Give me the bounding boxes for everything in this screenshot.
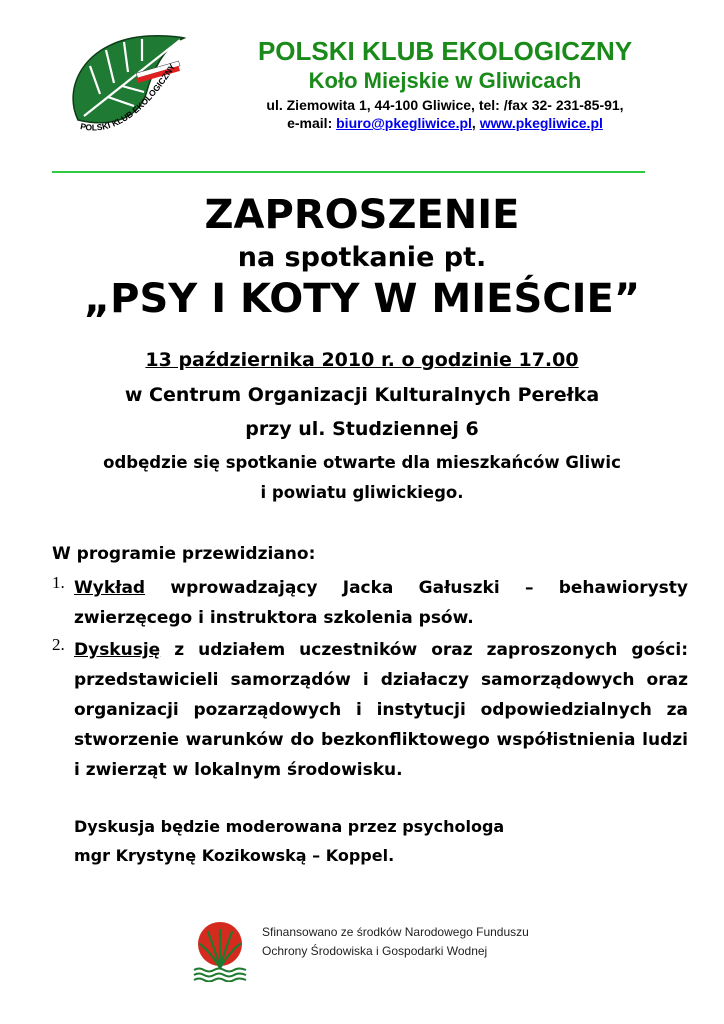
program-heading: W programie przewidziano: — [52, 544, 316, 564]
funding-line: Sfinansowano ze środków Narodowego Funduszu — [262, 925, 529, 939]
program-line: organizacji pozarządowych i instytucji odpowiedzialnych za — [74, 700, 688, 720]
email-prefix: e-mail: — [287, 115, 337, 131]
event-description-line: odbędzie się spotkanie otwarte dla mieszkańców Gliwic — [103, 453, 621, 472]
org-name: POLSKI KLUB EKOLOGICZNY — [257, 36, 633, 66]
logo-text: POLSKI KLUB EKOLOGICZNY — [79, 61, 178, 133]
event-venue: w Centrum Organizacji Kulturalnych Perełka — [124, 384, 600, 406]
moderator-line: Dyskusja będzie moderowana przez psychologa — [74, 817, 505, 836]
funding-line: Ochrony Środowiska i Gospodarki Wodnej — [262, 944, 488, 958]
event-date: 13 października 2010 r. o godzinie 17.00 — [145, 349, 579, 371]
moderator-name: mgr Krystynę Kozikowską – Koppel. — [74, 846, 395, 865]
program-line — [74, 635, 688, 665]
program-keyword: Wykład — [74, 578, 146, 598]
event-name: „PSY I KOTY W MIEŚCIE” — [83, 276, 641, 322]
website-link[interactable]: www.pkegliwice.pl — [479, 115, 603, 131]
org-contact — [200, 115, 690, 131]
invitation-subtitle: na spotkanie pt. — [237, 242, 487, 273]
contact-separator: , — [471, 115, 480, 131]
event-description-line: i powiatu gliwickiego. — [260, 483, 464, 502]
program-line: i zwierząt w lokalnym środowisku. — [74, 760, 403, 780]
program-keyword: Dyskusję — [74, 640, 161, 660]
email-link[interactable]: biuro@pkegliwice.pl — [336, 115, 472, 131]
green-leaf-logo-icon — [60, 32, 190, 142]
org-address: ul. Ziemowita 1, 44-100 Gliwice, tel: /fax 32- 231-85-91, — [266, 97, 624, 113]
org-subtitle: Koło Miejskie w Gliwicach — [308, 68, 582, 93]
program-line-text: z udziałem uczestników oraz zaproszonych gości: — [160, 640, 688, 660]
program-line: stworzenie warunków do bezkonfliktowego współistnienia ludzi — [74, 730, 688, 750]
nfosigw-logo-icon — [192, 918, 248, 982]
invitation-title: ZAPROSZENIE — [204, 192, 520, 238]
header-divider — [52, 171, 645, 173]
program-item-number: 2. — [52, 635, 65, 654]
program-line-text: wprowadzający Jacka Gałuszki – behawiorysty — [145, 578, 688, 598]
program-line: przedstawicieli samorządów i działaczy samorządowych oraz — [74, 670, 688, 690]
program-line: zwierzęcego i instruktora szkolenia psów. — [74, 608, 474, 628]
program-line — [74, 573, 688, 603]
event-street: przy ul. Studziennej 6 — [245, 418, 479, 440]
program-item-number: 1. — [52, 573, 65, 592]
